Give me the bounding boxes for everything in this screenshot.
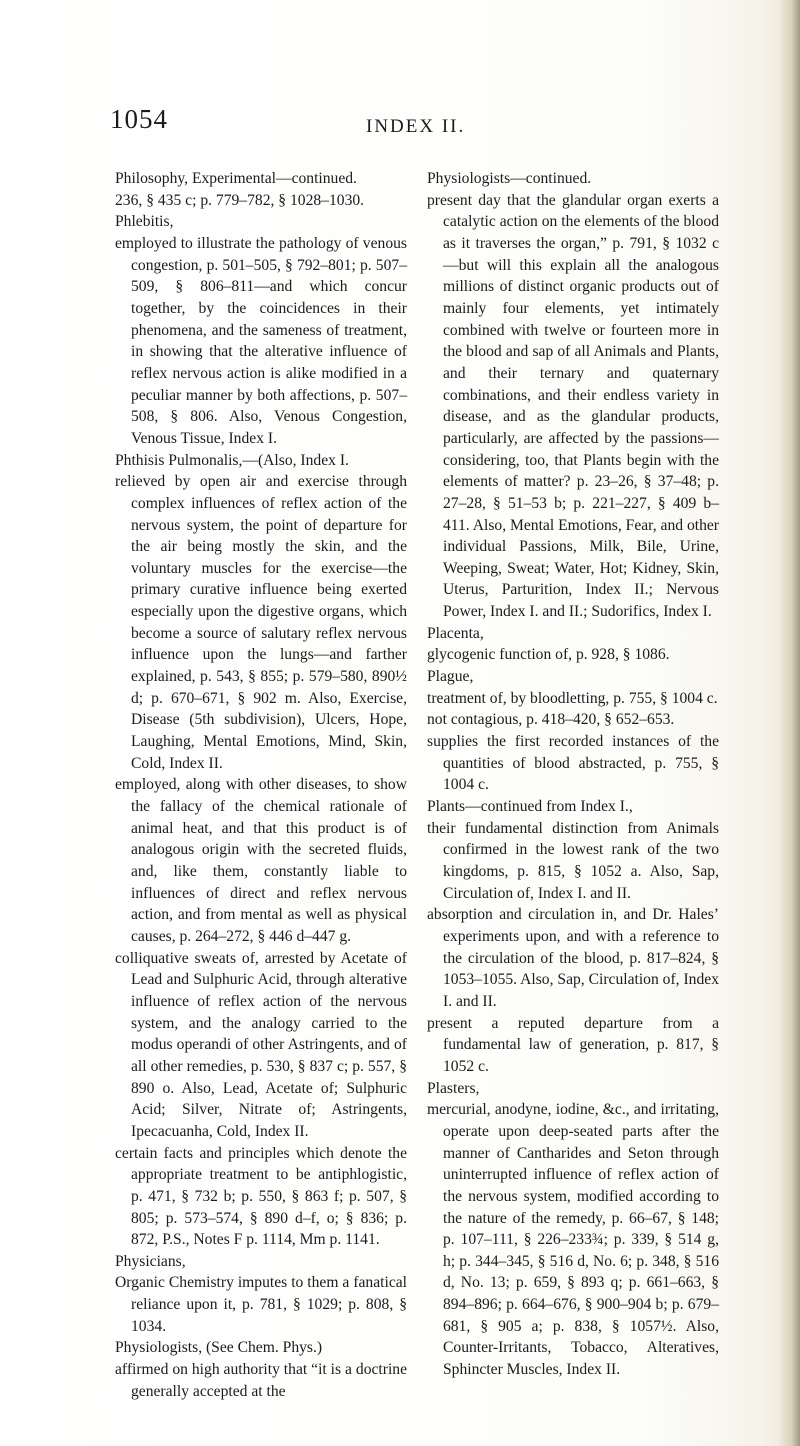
page-edge-shadow <box>778 0 800 1446</box>
entry-subentry: 236, § 435 c; p. 779–782, § 1028–1030. <box>115 191 365 209</box>
entry-heading: Phthisis Pulmonalis,—(Also, Index I. <box>115 451 349 469</box>
entry-subentry: glycogenic function of, p. 928, § 1086. <box>427 646 670 664</box>
entry-subentry: employed, along with other diseases, to show the fallacy of the chemical rationale of animal heat, and that this product is of analogous origin with the secreted fluids, and, like them, constantly liable to influences of direct and reflex nervous action, and from mental as well as physical causes, p. 264–272, § 446 d–447 g. <box>115 776 407 945</box>
entry-heading: Physicians, <box>115 1252 186 1270</box>
page-header <box>0 104 800 144</box>
entry-heading: Plants—continued from Index I., <box>427 798 633 816</box>
entry-subentry: employed to illustrate the pathology of venous congestion, p. 501–505, § 792–801; p. 507–509, § 806–811—and which concur together, by the coincidences in their phenomena, and the sameness of treatment, in showing that the alterative influence of reflex nervous action is alike modified in a peculiar manner by both affections, p. 507–508, § 806. Also, Venous Congestion, Venous Tissue, Index I. <box>115 234 407 447</box>
page-number: 1054 <box>110 104 168 134</box>
entry-subentry: mercurial, anodyne, iodine, &c., and irritating, operate upon deep-seated parts after the manner of Cantharides and Seton through uninterrupted influence of reflex action of the nervous system, modified according to the nature of the remedy, p. 66–67, § 148; p. 107–111, § 226–233¾; p. 339, § 514 g, h; p. 344–345, § 516 d, No. 6; p. 348, § 516 d, No. 13; p. 659, § 893 q; p. 661–663, § 894–896; p. 664–676, § 900–904 b; p. 679–681, § 905 a; p. 838, § 1057½. Also, Counter-Irritants, Tobacco, Alteratives, Sphincter Muscles, Index II. <box>427 1101 719 1379</box>
entry-subentry: certain facts and principles which denote the appropriate treatment to be antiphlogistic, p. 471, § 732 b; p. 550, § 863 f; p. 507, § 805; p. 573–574, § 890 d–f, o; § 836; p. 872, P.S., Notes F p. 1114, Mm p. 1141. <box>115 1144 407 1249</box>
entry-subentry: treatment of, by bloodletting, p. 755, § 1004 c. <box>427 689 718 707</box>
left-column <box>115 168 407 1402</box>
entry-subentry: affirmed on high authority that “it is a doctrine generally accepted at the <box>115 1361 407 1400</box>
entry-subentry: colliquative sweats of, arrested by Acetate of Lead and Sulphuric Acid, through alterative influence of reflex action of the nervous system, and the analogy carried to the modus operandi of other Astringents, and of all other remedies, p. 530, § 837 c; p. 557, § 890 o. Also, Lead, Acetate of; Sulphuric Acid; Silver, Nitrate of; Astringents, Ipecacuanha, Cold, Index II. <box>115 949 407 1140</box>
entry-heading: Physiologists, (See Chem. Phys.) <box>115 1339 323 1357</box>
entry-heading: Physiologists—continued. <box>427 170 592 187</box>
entry-heading: Plasters, <box>427 1079 480 1097</box>
entry-subentry: present day that the glandular organ exerts a catalytic action on the elements of the blood as it traverses the organ,” p. 791, § 1032 c—but will this explain all the analogous millions of distinct organic products out of mainly four elements, yet intimately combined with twelve or fourteen more in the blood and sap of all Animals and Plants, and their ternary and quaternary combinations, and their endless variety in disease, and as the glandular products, particularly, are affected by the passions—considering, too, that Plants begin with the elements of matter? p. 23–26, § 37–48; p. 27–28, § 51–53 b; p. 221–227, § 409 b–411. Also, Mental Emotions, Fear, and other individual Passions, Milk, Bile, Urine, Weeping, Sweat; Water, Hot; Kidney, Skin, Uterus, Parturition, Index II.; Nervous Power, Index I. and II.; Sudorifics, Index I. <box>427 191 719 621</box>
entry-heading: Placenta, <box>427 624 484 642</box>
running-head: INDEX II. <box>366 116 466 137</box>
entry-subentry: not contagious, p. 418–420, § 652–653. <box>427 711 675 729</box>
right-column <box>427 168 719 1381</box>
entry-subentry: absorption and circulation in, and Dr. Hales’ experiments upon, and with a reference to the circulation of the blood, p. 817–824, § 1053–1055. Also, Sap, Circulation of, Index I. and II. <box>427 906 719 1010</box>
entry-heading: Plague, <box>427 668 474 686</box>
entry-heading: Philosophy, Experimental—continued. <box>115 170 357 187</box>
entry-heading: Phlebitis, <box>115 213 174 231</box>
entry-subentry: relieved by open air and exercise through complex influences of reflex action of the nervous system, the point of departure for the air being mostly the skin, and the voluntary muscles for the exercise—the primary curative influence being exerted especially upon the digestive organs, which become a source of salutary reflex nervous influence upon the lungs—and farther explained, p. 543, § 855; p. 579–580, 890½ d; p. 670–671, § 902 m. Also, Exercise, Disease (5th subdivision), Ulcers, Hope, Laughing, Mental Emotions, Mind, Skin, Cold, Index II. <box>115 473 407 772</box>
entry-subentry: their fundamental distinction from Animals confirmed in the lowest rank of the two kingdoms, p. 815, § 1052 a. Also, Sap, Circulation of, Index I. and II. <box>427 819 719 902</box>
entry-subentry: Organic Chemistry imputes to them a fanatical reliance upon it, p. 781, § 1029; p. 808, § 1034. <box>115 1274 407 1335</box>
entry-subentry: supplies the first recorded instances of the quantities of blood abstracted, p. 755, § 1004 c. <box>427 733 719 794</box>
entry-subentry: present a reputed departure from a fundamental law of generation, p. 817, § 1052 c. <box>427 1014 719 1075</box>
